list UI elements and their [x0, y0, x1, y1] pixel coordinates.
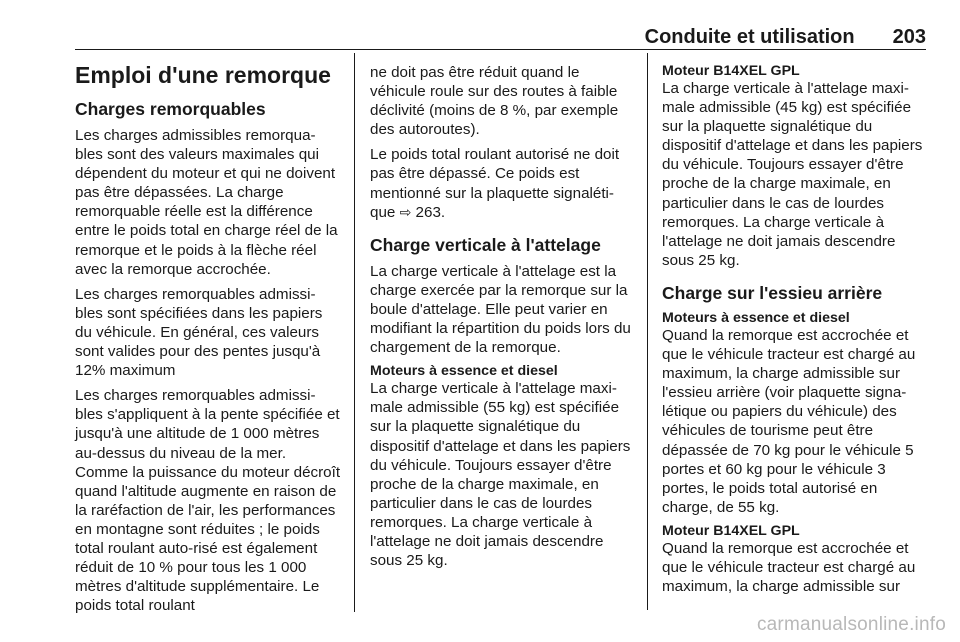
section-heading: Emploi d'une remorque	[75, 62, 331, 88]
column-divider-2	[647, 53, 648, 610]
column-divider-1	[354, 53, 355, 612]
cross-reference-arrow-icon: ⇨	[399, 203, 412, 220]
paragraph: La charge verticale à l'attelage maxi-male admissible (55 kg) est spécifiée sur la plaquette signalétique du dispositif d'attelage et dans les papiers du véhicule. Toujours essayer d'être proche de la charge maximale, en particulier dans le cas de lourdes remorques. La charge verticale à l'attelage ne doit jamais descendre sous 25 kg.	[370, 380, 631, 570]
column-2	[370, 63, 633, 576]
subsection-heading: Charge verticale à l'attelage	[370, 234, 601, 255]
paragraph	[370, 145, 633, 221]
section-title: Conduite et utilisation	[644, 26, 855, 48]
column-1	[75, 62, 343, 621]
paragraph-text: Le poids total roulant autorisé ne doit pas être dépassé. Ce poids est mentionné sur la plaquette signaléti-que	[370, 146, 620, 221]
minor-heading: Moteur B14XEL GPL	[662, 522, 800, 539]
subsection-heading: Charges remorquables	[75, 99, 266, 119]
page-number: 203	[892, 26, 926, 48]
watermark: carmanualsonline.info	[756, 614, 946, 635]
column-3	[662, 63, 926, 602]
paragraph: Les charges admissibles remorqua-bles sont des valeurs maximales qui dépendent du moteur et qui ne doivent pas être dépassées. La charge remorquable réelle est la différence entre le poids total en charge réel de la remorque et le poids à la flèche réel avec la remorque accrochée.	[75, 127, 338, 278]
header-rule	[75, 49, 926, 50]
subsection-heading: Charge sur l'essieu arrière	[662, 282, 883, 303]
paragraph: Les charges remorquables admissi-bles sont spécifiées dans les papiers du véhicule. En général, ces valeurs sont valides pour des pentes jusqu'à 12% maximum	[75, 285, 323, 380]
paragraph: Les charges remorquables admissi-bles s'appliquent à la pente spécifiée et jusqu'à une altitude de 1 000 mètres au-dessus du niveau de la mer. Comme la puissance du moteur décroît quand l'altitude augmente en raison de la raréfaction de l'air, les performances en montagne sont réduites ; le poids total roulant auto-risé est également réduit de 10 % pour tous les 1 000 mètres d'altitude supplémentaire. Le poids total roulant	[75, 387, 341, 615]
page-reference[interactable]: 263.	[415, 203, 446, 221]
paragraph: ne doit pas être réduit quand le véhicule roule sur des routes à faible déclivité (moins de 8 %, par exemple des autoroutes).	[370, 64, 619, 139]
paragraph: Quand la remorque est accrochée et que le véhicule tracteur est chargé au maximum, la charge admissible sur l'essieu arrière (voir plaquette signa-létique ou papiers du véhicule) des véhicules de tourisme peut être dépassée de 70 kg pour le véhicule 5 portes et 60 kg pour le véhicule 3 portes, le poids total autorisé en charge, de 55 kg.	[662, 326, 916, 516]
page-header	[75, 26, 926, 50]
paragraph: La charge verticale à l'attelage est la charge exercée par la remorque sur la boule d'attelage. Elle peut varier en modifiant la répartition du poids lors du chargement de la remorque.	[370, 262, 631, 357]
paragraph: La charge verticale à l'attelage maxi-male admissible (45 kg) est spécifiée sur la plaquette signalétique du dispositif d'attelage et dans les papiers du véhicule. Toujours essayer d'être proche de la charge maximale, en particulier dans le cas de lourdes remorques. La charge verticale à l'attelage ne doit jamais descendre sous 25 kg.	[662, 80, 923, 269]
minor-heading: Moteur B14XEL GPL	[662, 63, 800, 79]
paragraph: Quand la remorque est accrochée et que le véhicule tracteur est chargé au maximum, la charge admissible sur	[662, 539, 916, 596]
minor-heading: Moteurs à essence et diesel	[662, 309, 850, 326]
minor-heading: Moteurs à essence et diesel	[370, 363, 558, 380]
